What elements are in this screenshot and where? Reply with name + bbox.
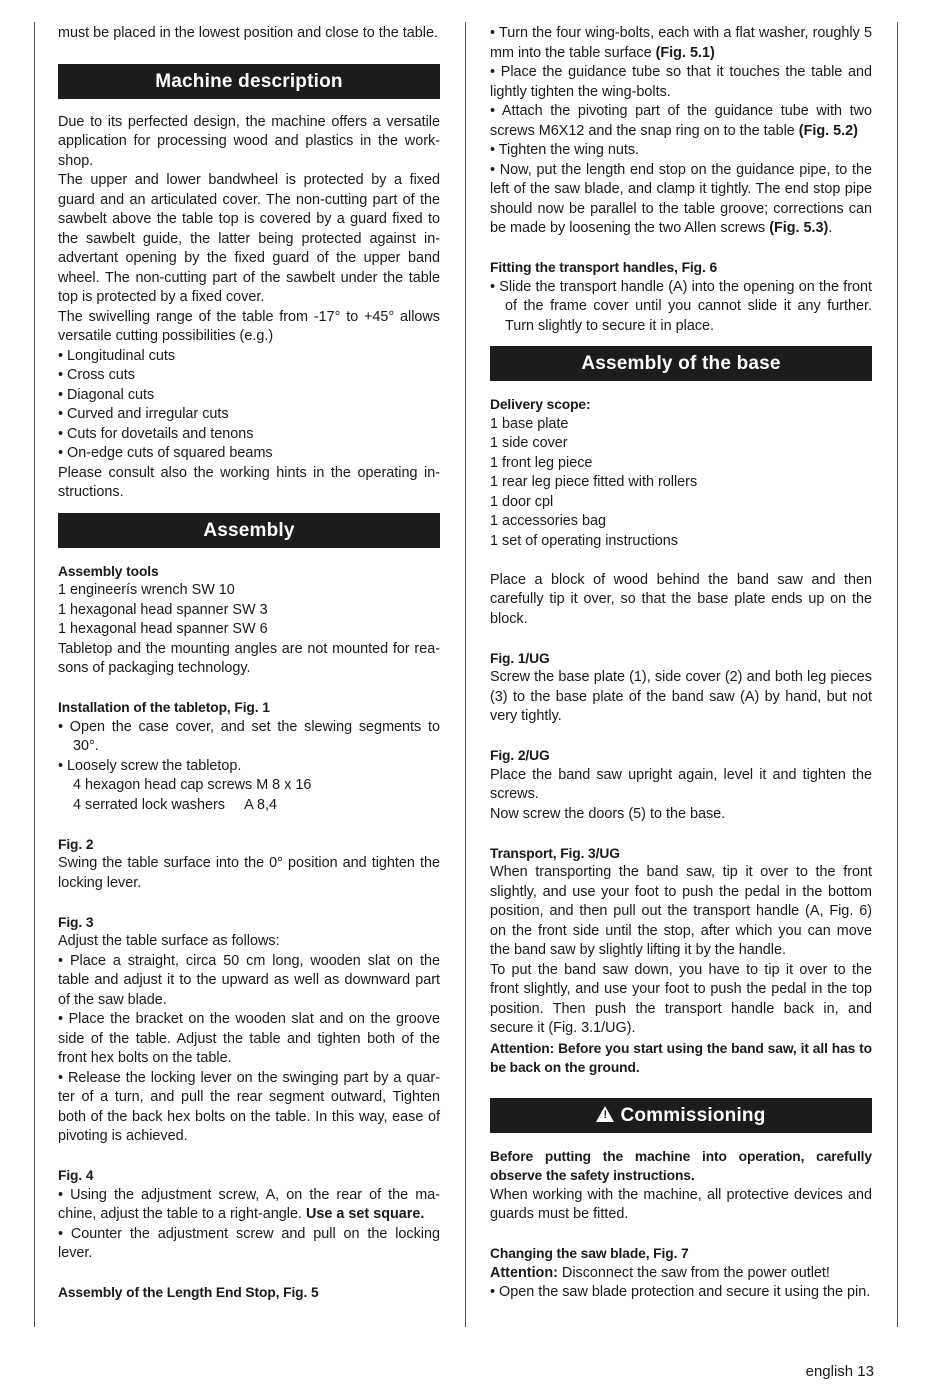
list-item: • Turn the four wing-bolts, each with a flat washer, roughly 5 mm into the table surface (Fig. 5.1) — [490, 25, 872, 61]
right-column — [490, 24, 872, 1303]
saw-blade-attention: Attention: Disconnect the saw from the power outlet! — [490, 1264, 830, 1281]
page-footer: english 13 — [805, 1363, 874, 1380]
list-item: • Open the saw blade protection and secure it using the pin. — [490, 1284, 871, 1300]
list-item: • Open the case cover, and set the slewing segments to 30°. — [58, 718, 440, 754]
left-column — [58, 24, 440, 1303]
fig3-intro: Adjust the table surface as follows: — [58, 933, 280, 949]
md-paragraph-4: Please consult also the working hints in the operating in-structions. — [58, 464, 440, 500]
cuts-list — [58, 347, 440, 464]
list-item: • On-edge cuts of squared beams — [58, 445, 273, 461]
fig2ug-text: Place the band saw upright again, level it and tighten the screws. — [490, 766, 872, 802]
list-item: • Loosely screw the tabletop. — [58, 757, 242, 774]
commissioning-heading: ! Commissioning — [490, 1098, 872, 1133]
tools-note: Tabletop and the mounting angles are not mounted for rea-sons of packaging technology. — [58, 640, 440, 676]
list-item: • Tighten the wing nuts. — [490, 142, 640, 158]
list-item: 1 set of operating instructions — [490, 532, 678, 549]
list-item: • Release the locking lever on the swinging part by a quar-ter of a turn, and pull the rear segment outward, Tighten both of the back hex bolts on the table. In this way, ease of pivoting is achieved. — [58, 1069, 440, 1144]
list-item: • Counter the adjustment screw and pull on the locking lever. — [58, 1225, 440, 1261]
list-item: • Place the bracket on the wooden slat and on the groove side of the table. Adjust the table and tighten both of the front hex bolts on the table. — [58, 1011, 440, 1066]
fig2-text: Swing the table surface into the 0° position and tighten the locking lever. — [58, 855, 440, 891]
transport-heading: Transport, Fig. 3/UG — [490, 845, 620, 861]
end-stop-heading: Assembly of the Length End Stop, Fig. 5 — [58, 1285, 319, 1300]
list-item: 1 front leg piece — [490, 454, 593, 471]
transport-text-1: When transporting the band saw, tip it over to the front slightly, and use your foot to push the pedal in the bottom position, and then pull out the transport handle (A, Fig. 6) on the front side until the stop, after which you can move the band saw by slightly lifting it by the handle. — [490, 864, 872, 958]
fig2ug-heading: Fig. 2/UG — [490, 748, 550, 763]
list-item: • Cross cuts — [58, 367, 136, 383]
list-item: 1 side cover — [490, 435, 568, 451]
list-item: • Longitudinal cuts — [58, 347, 176, 364]
list-item: 1 rear leg piece fitted with rollers — [490, 474, 698, 490]
fig1ug-text: Screw the base plate (1), side cover (2) and both leg pieces (3) to the base plate of the band saw (A) by hand, but not very tightly. — [490, 669, 872, 724]
delivery-scope-heading: Delivery scope: — [490, 397, 591, 412]
list-item: 1 accessories bag — [490, 513, 606, 529]
fig4-heading: Fig. 4 — [58, 1168, 94, 1183]
list-item: • Place the guidance tube so that it touches the table and lightly tighten the wing-bolts. — [490, 64, 872, 100]
fig1ug-heading: Fig. 1/UG — [490, 650, 550, 666]
column-rule-middle — [465, 22, 466, 1327]
transport-attention: Attention: Before you start using the band saw, it all has to be back on the ground. — [490, 1040, 872, 1075]
intro-text: must be placed in the lowest position and close to the table. — [58, 25, 438, 41]
md-paragraph-2: The upper and lower bandwheel is protected by a fixed guard and an articulated cover. The non-cutting part of the sawbelt above the table top is covered by a guard fixed to the sawbelt guide, the latter being protected against in-advertant opening by the fixed guard of the upper band wheel. The non-cutting part of the sawbelt under the table top is protected by a fixed cover. — [58, 172, 440, 305]
list-item: 1 door cpl — [490, 493, 554, 510]
commissioning-text: When working with the machine, all protective devices and guards must be fitted. — [490, 1186, 872, 1222]
fig2ug-text-2: Now screw the doors (5) to the base. — [490, 805, 726, 822]
block-text: Place a block of wood behind the band saw and then carefully tip it over, so that the base plate ends up on the block. — [490, 571, 872, 627]
list-item: 4 hexagon head cap screws M 8 x 16 — [73, 777, 312, 793]
fig2-heading: Fig. 2 — [58, 836, 94, 852]
assembly-base-heading: Assembly of the base — [490, 346, 872, 381]
list-item: • Slide the transport handle (A) into the opening on the front of the frame cover until you cannot slide it any further. Turn slightly to secure it in place. — [490, 278, 872, 334]
transport-text-2: To put the band saw down, you have to tip it over to the front slightly, and use your foot to push the pedal in the top position. Then push the transport handle back in, and secure it (Fig. 3.1/UG). — [490, 961, 872, 1036]
installation-heading: Installation of the tabletop, Fig. 1 — [58, 700, 270, 715]
assembly-heading: Assembly — [58, 513, 440, 548]
list-item: • Diagonal cuts — [58, 386, 155, 403]
commissioning-warning: Before putting the machine into operation, carefully observe the safety instructions. — [490, 1148, 872, 1183]
column-rule-right — [897, 22, 898, 1327]
column-rule-left — [34, 22, 35, 1327]
list-item: • Attach the pivoting part of the guidance tube with two screws M6X12 and the snap ring on to the table (Fig. 5.2) — [490, 103, 872, 139]
md-paragraph-3: The swivelling range of the table from -17° to +45° allows versatile cutting possibilities (e.g.) — [58, 308, 440, 344]
machine-description-heading: Machine description — [58, 64, 440, 99]
fig3-heading: Fig. 3 — [58, 914, 94, 930]
list-item: • Cuts for dovetails and tenons — [58, 425, 254, 442]
list-item: • Place a straight, circa 50 cm long, wooden slat on the table and adjust it to the upward as well as downward part of the saw blade. — [58, 952, 440, 1008]
saw-blade-heading: Changing the saw blade, Fig. 7 — [490, 1246, 689, 1261]
list-item: 1 hexagonal head spanner SW 3 — [58, 601, 268, 618]
list-item: 1 hexagonal head spanner SW 6 — [58, 621, 268, 637]
list-item: • Now, put the length end stop on the guidance pipe, to the left of the saw blade, and clamp it tightly. The end stop pipe should now be parallel to the table groove; corrections can be made by loosening the two Allen screws (Fig. 5.3). — [490, 161, 872, 236]
list-item: • Curved and irregular cuts — [58, 406, 229, 422]
list-item: • Using the adjustment screw, A, on the rear of the ma-chine, adjust the table to a right-angle. Use a set square. — [58, 1186, 440, 1222]
list-item: 1 engineerís wrench SW 10 — [58, 582, 235, 598]
transport-handles-heading: Fitting the transport handles, Fig. 6 — [490, 260, 718, 275]
assembly-tools-heading: Assembly tools — [58, 563, 159, 579]
md-paragraph-1: Due to its perfected design, the machine offers a versatile application for processing wood and plastics in the work-shop. — [58, 113, 440, 169]
warning-icon: ! — [596, 1106, 614, 1122]
list-item: 1 base plate — [490, 415, 569, 432]
list-item: 4 serrated lock washers A 8,4 — [73, 796, 277, 813]
